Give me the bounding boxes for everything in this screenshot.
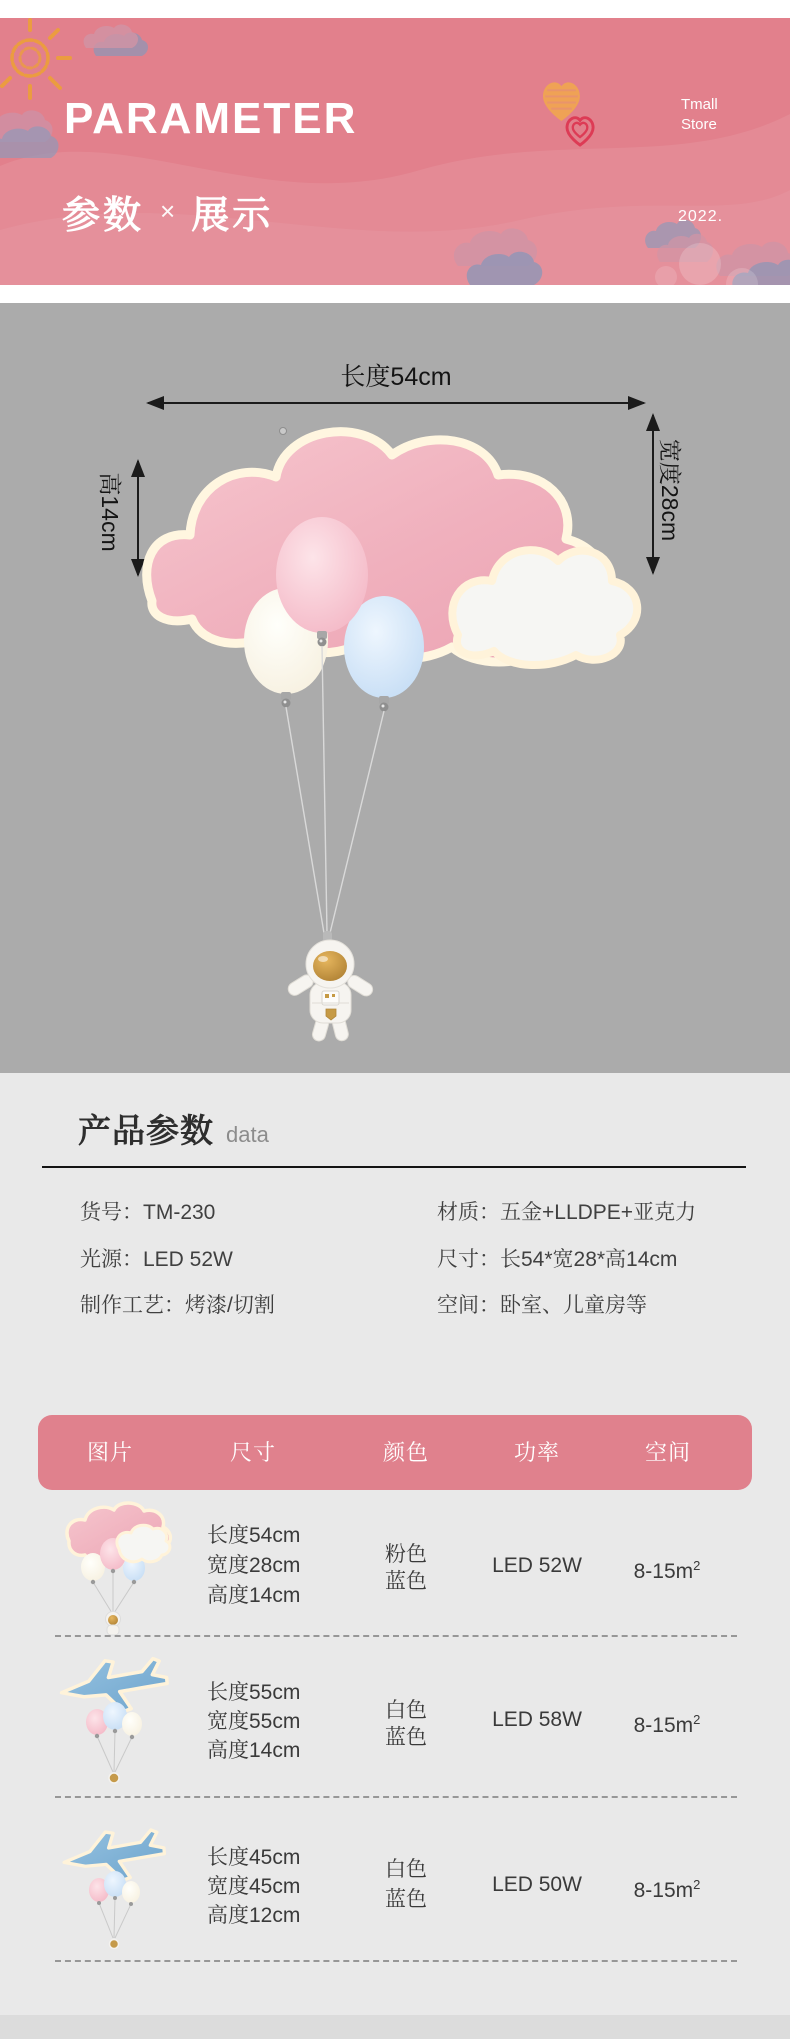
product-thumbnail-plane-lamp (55, 1648, 175, 1788)
table-header (38, 1415, 752, 1490)
page-title: PARAMETER (64, 94, 358, 143)
color-line: 白色 (385, 1699, 427, 1722)
product-showcase (0, 303, 790, 1073)
color-cell (385, 1855, 427, 1915)
size-line: 宽度28cm (207, 1554, 301, 1577)
subtitle-right: 展示 (191, 195, 274, 237)
spec-label: 空间： (437, 1294, 500, 1317)
spec-heading-sub: data (226, 1122, 269, 1147)
spec-value: TM-230 (143, 1201, 216, 1224)
cloud-icon (84, 25, 148, 56)
header-banner (0, 18, 790, 285)
color-line: 白色 (385, 1858, 427, 1881)
times-icon: × (160, 196, 176, 226)
color-line: 蓝色 (385, 1570, 427, 1593)
row-divider (55, 1796, 737, 1798)
bubble-shape (679, 243, 721, 285)
area-sup: 2 (693, 1712, 701, 1727)
dimension-height-label: 高14cm (97, 472, 124, 552)
area-cell (634, 1870, 701, 1900)
spec-item (437, 1198, 696, 1228)
spec-item (437, 1245, 677, 1275)
cloud-icon (0, 110, 58, 158)
color-cell (385, 1697, 427, 1751)
heart-icon (543, 82, 580, 121)
column-size: 尺寸 (229, 1440, 277, 1465)
store-line2: Store (681, 116, 717, 133)
area-value: 8-15m (633, 1560, 694, 1583)
spec-value: LED 52W (143, 1248, 233, 1271)
area-cell (634, 1551, 701, 1581)
dimension-length-label: 长度54cm (340, 363, 452, 391)
area-value: 8-15m (633, 1714, 694, 1737)
spec-label: 材质： (437, 1201, 500, 1224)
power-cell: LED 58W (492, 1708, 582, 1731)
size-line: 高度12cm (207, 1904, 301, 1927)
spec-value: 五金+LLDPE+亚克力 (500, 1201, 697, 1224)
heart-icon (567, 118, 593, 145)
year-label: 2022. (678, 208, 724, 225)
color-line: 蓝色 (385, 1726, 427, 1749)
store-badge (681, 95, 718, 135)
size-line: 宽度45cm (207, 1875, 301, 1898)
size-line: 长度55cm (207, 1681, 301, 1704)
store-line1: Tmall (681, 96, 718, 113)
product-thumbnail-cloud-lamp (55, 1497, 175, 1637)
area-sup: 2 (693, 1877, 701, 1892)
color-line: 蓝色 (385, 1888, 427, 1911)
spec-label: 制作工艺： (80, 1294, 185, 1317)
row-divider (55, 1635, 737, 1637)
spec-item (80, 1245, 233, 1275)
size-cell (207, 1843, 300, 1930)
column-area: 空间 (644, 1440, 692, 1465)
product-thumbnail-plane-lamp (55, 1818, 175, 1958)
page-subtitle (62, 184, 273, 239)
power-cell: LED 52W (492, 1554, 582, 1577)
sun-icon (2, 20, 70, 98)
mount-screw (280, 428, 287, 435)
column-color: 颜色 (382, 1440, 430, 1465)
spec-value: 长54*宽28*高14cm (500, 1248, 678, 1271)
spec-item (80, 1198, 215, 1228)
spec-label: 尺寸： (437, 1248, 500, 1271)
row-divider (55, 1960, 737, 1962)
subtitle-left: 参数 (62, 195, 145, 237)
astronaut-figure (286, 931, 375, 1042)
spec-heading-title: 产品参数 (78, 1112, 214, 1149)
divider-line (42, 1166, 746, 1168)
column-image: 图片 (86, 1440, 134, 1465)
size-line: 高度14cm (207, 1584, 301, 1607)
size-line: 长度45cm (207, 1846, 301, 1869)
area-cell (634, 1705, 701, 1735)
area-sup: 2 (693, 1558, 701, 1573)
details-section (0, 1073, 790, 2039)
spec-label: 货号： (80, 1201, 143, 1224)
spec-item (80, 1291, 275, 1321)
size-line: 长度54cm (207, 1524, 301, 1547)
spec-value: 卧室、儿童房等 (500, 1294, 647, 1317)
column-power: 功率 (513, 1440, 561, 1465)
dimension-width-label: 宽度28cm (657, 438, 684, 542)
banner-decorations (0, 18, 790, 285)
spec-heading (78, 1105, 269, 1152)
bottom-strip (0, 2015, 790, 2039)
area-value: 8-15m (633, 1879, 694, 1902)
spec-label: 光源： (80, 1248, 143, 1271)
size-line: 宽度55cm (207, 1710, 301, 1733)
spec-value: 烤漆/切割 (185, 1294, 275, 1317)
power-cell: LED 50W (492, 1873, 582, 1896)
color-line: 粉色 (385, 1543, 427, 1566)
size-line: 高度14cm (207, 1739, 301, 1762)
size-cell (207, 1678, 300, 1765)
spec-item (437, 1291, 647, 1321)
color-cell (385, 1541, 427, 1595)
size-cell (207, 1521, 300, 1611)
